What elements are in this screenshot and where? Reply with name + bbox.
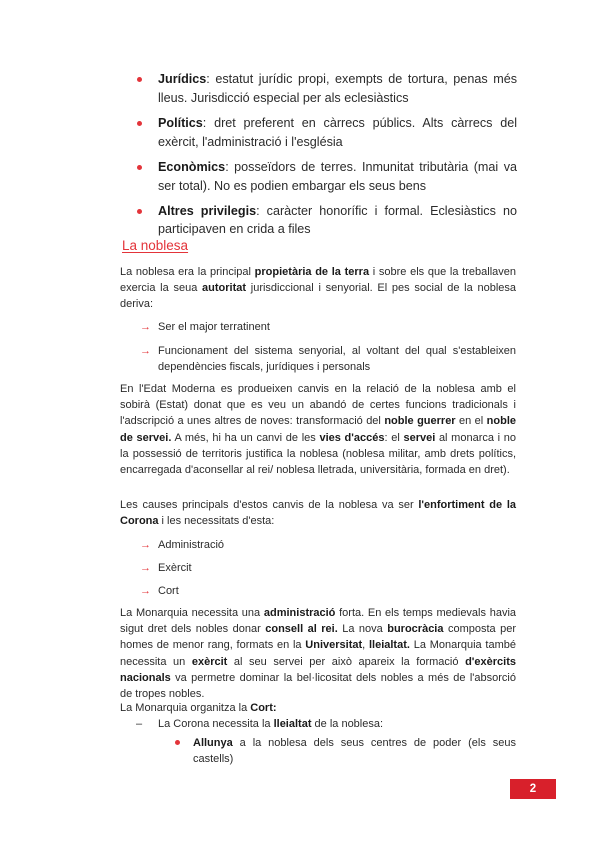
- list-item: Allunya a la noblesa dels seus centres de poder (els seus castells): [175, 735, 516, 767]
- paragraph-nobility-intro: La noblesa era la principal propietària de la terra i sobre els que la treballaven exercia la seua autoritat jurisdiccional i senyorial. El pes social de la noblesa deriva:: [120, 266, 517, 311]
- section-heading: La noblesa: [122, 238, 189, 253]
- list-item: – La Corona necessita la lleialtat de la noblesa:: [136, 716, 383, 732]
- paragraph-modern-age: En l'Edat Moderna es produeixen canvis en la relació de la noblesa amb el sobirà (Estat) donat que es veu un abandó de certes funcions tradicionals i l'adscripció a unes altres de noves: transformació del noble guerrer en el noble de servei. A més, hi ha un canvi de les vies d'accés: el servei al monarca i no la possessió de territoris justifica la noblesa (noblesa militar, amb drets polítics, encarregada d'aconsellar al rei/ noblesa lletrada, universitària, formada en dret).: [120, 383, 517, 477]
- paragraph-monarchy: La Monarquia necessita una administració forta. En els temps medievals havia sigut dret dels nobles donar consell al rei. La nova burocràcia composta per homes de menor rang, formats en la Universitat, lleialtat. La Monarquia també necessita un exèrcit al seu servei per això apareix la formació d'exèrcits nacionals va permetre dominar la bel·licositat dels nobles a més de l'absorció de tropes nobles.: [120, 607, 516, 701]
- bullet-icon: [137, 77, 142, 82]
- list-item: → Ser el major terratinent: [140, 319, 516, 335]
- dash-marker: –: [136, 718, 143, 730]
- list-item: → Funcionament del sistema senyorial, al voltant del qual s'estableixen dependències fiscals, jurídiques i personals: [140, 345, 516, 374]
- bullet-icon: [175, 740, 180, 745]
- list-item: → Cort: [140, 583, 516, 599]
- arrow-right-icon: →: [140, 345, 151, 357]
- arrow-right-icon: →: [140, 321, 151, 333]
- bullet-icon: [137, 165, 142, 170]
- list-item: Jurídics: estatut jurídic propi, exempts de tortura, penas més lleus. Jurisdicció especial per als eclesiàstics: [137, 70, 517, 107]
- arrow-right-icon: →: [140, 562, 151, 574]
- privileges-list: [137, 70, 517, 246]
- arrow-right-icon: →: [140, 585, 151, 597]
- paragraph-causes: Les causes principals d'estos canvis de la noblesa va ser l'enfortiment de la Corona i les necessitats d'esta:: [120, 499, 517, 528]
- arrow-right-icon: →: [140, 539, 151, 551]
- page-number-badge: 2: [510, 779, 556, 799]
- list-item: Altres privilegis: caràcter honorífic i formal. Eclesiàstics no participaven en crida a files: [137, 202, 517, 239]
- list-item: Polítics: dret preferent en càrrecs públics. Alts càrrecs del exèrcit, l'administració i l'església: [137, 114, 517, 151]
- bullet-icon: [137, 209, 142, 214]
- paragraph-court: La Monarquia organitza la Cort:: [120, 702, 277, 714]
- list-item: → Administració: [140, 537, 516, 553]
- list-item: Econòmics: posseïdors de terres. Inmunitat tributària (mai va ser total). No es podien embargar els seus bens: [137, 158, 517, 195]
- list-item: → Exèrcit: [140, 560, 516, 576]
- bullet-icon: [137, 121, 142, 126]
